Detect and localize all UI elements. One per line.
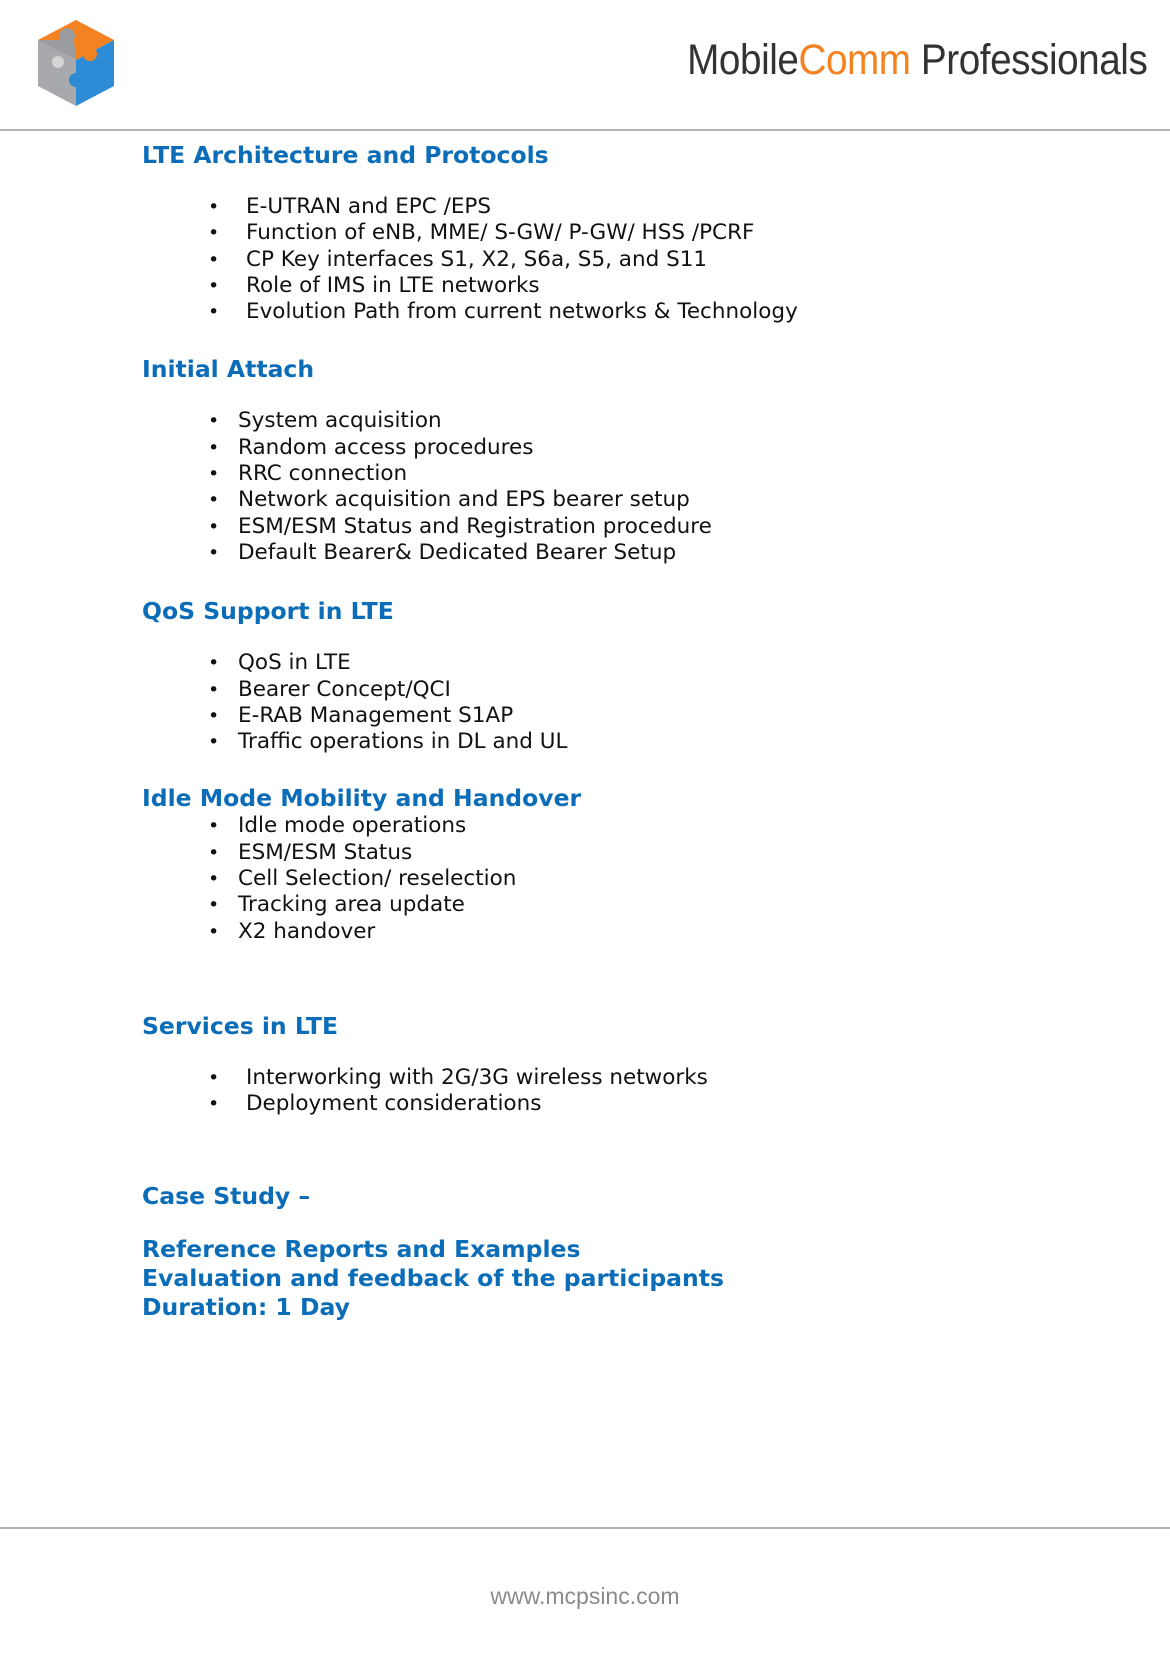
list-item: • QoS in LTE xyxy=(208,650,351,676)
footer-divider xyxy=(0,1527,1170,1529)
list-item: • ESM/ESM Status and Registration procedure xyxy=(208,513,712,539)
list-item: • System acquisition xyxy=(208,408,442,434)
list-item: • Cell Selection/ reselection xyxy=(208,866,517,892)
section-list-services xyxy=(208,1064,1122,1118)
list-item: • E-RAB Management S1AP xyxy=(208,702,514,728)
list-item: • X2 handover xyxy=(208,918,376,944)
brand-wordmark xyxy=(687,36,1147,85)
list-item: • Traffic operations in DL and UL xyxy=(208,729,568,755)
section-list-idle-mode xyxy=(208,813,1122,944)
section-list-initial-attach xyxy=(208,408,1122,566)
section-title-initial-attach: Initial Attach xyxy=(142,355,315,384)
puzzle-cube-logo-icon xyxy=(30,14,122,114)
brand-part-3: Professionals xyxy=(910,36,1147,84)
closing-duration: Duration: 1 Day xyxy=(142,1292,350,1321)
list-item: • Role of IMS in LTE networks xyxy=(208,272,540,298)
list-item: • Evolution Path from current networks & Technology xyxy=(208,299,798,325)
section-title-idle-mode: Idle Mode Mobility and Handover xyxy=(142,784,582,813)
list-item: • Tracking area update xyxy=(208,892,465,918)
list-item: • Default Bearer& Dedicated Bearer Setup xyxy=(208,539,677,565)
list-item: • Bearer Concept/QCI xyxy=(208,676,451,702)
list-item: • RRC connection xyxy=(208,461,408,487)
list-item: • Network acquisition and EPS bearer setup xyxy=(208,487,690,513)
list-item: • CP Key interfaces S1, X2, S6a, S5, and S11 xyxy=(208,246,708,272)
list-item: • Idle mode operations xyxy=(208,813,467,839)
course-outline xyxy=(142,140,1122,1322)
list-item: • Interworking with 2G/3G wireless networks xyxy=(208,1064,708,1090)
section-list-architecture xyxy=(208,194,1122,325)
section-list-qos xyxy=(208,650,1122,755)
section-title-services: Services in LTE xyxy=(142,1011,338,1040)
closing-evaluation: Evaluation and feedback of the participants xyxy=(142,1263,724,1292)
list-item: • E-UTRAN and EPC /EPS xyxy=(208,194,492,219)
section-title-qos: QoS Support in LTE xyxy=(142,597,394,626)
list-item: • ESM/ESM Status xyxy=(208,839,413,865)
closing-reference: Reference Reports and Examples xyxy=(142,1234,581,1263)
list-item: • Function of eNB, MME/ S-GW/ P-GW/ HSS /PCRF xyxy=(208,220,755,246)
case-study-heading: Case Study – xyxy=(142,1181,311,1210)
footer-website-link[interactable]: www.mcpsinc.com xyxy=(490,1583,680,1609)
list-item: • Random access procedures xyxy=(208,434,534,460)
brand-part-1: Mobile xyxy=(686,36,799,84)
section-title-architecture: LTE Architecture and Protocols xyxy=(142,141,549,169)
list-item: • Deployment considerations xyxy=(208,1091,542,1117)
header-divider xyxy=(0,129,1170,131)
brand-part-2: Comm xyxy=(798,36,911,84)
